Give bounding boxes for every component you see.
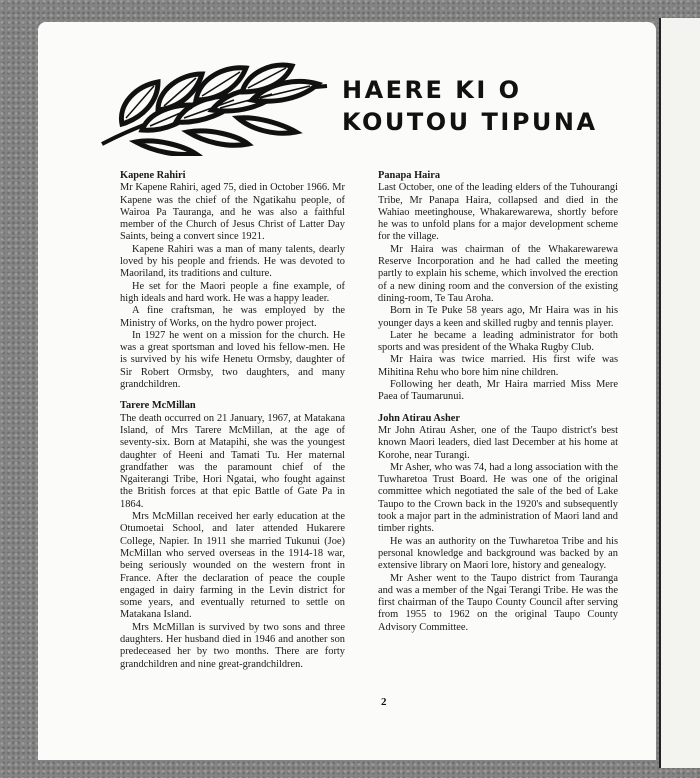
paragraph: Mr John Atirau Asher, one of the Taupo district's best known Maori leaders, died last December at his home at Korohe, near Turangi. [378,424,618,461]
paragraph: Last October, one of the leading elders of the Tuhourangi Tribe, Mr Panapa Haira, collapsed and died in the Wahiao meetinghouse, Whakarewarewa, shortly before he was to unfold plans for a major development scheme for the village. [378,182,618,243]
paragraph: Kapene Rahiri was a man of many talents, dearly loved by his people and friends. He was devoted to Maoriland, its traditions and culture. [120,243,345,280]
adjacent-page-edge [659,18,700,768]
paragraph: Mr Haira was twice married. His first wife was Mihitina Rehu who bore him nine children. [378,354,618,378]
paragraph: Mr Haira was chairman of the Whakarewarewa Reserve Incorporation and he had called the meeting partly to explain his scheme, which involved the erection of a new dining room and the conversion of the existing dining-room, Te Tau Aroha. [378,243,618,304]
obituary-heading: John Atirau Asher [378,412,460,424]
paragraph: He set for the Maori people a fine example, of high ideals and hard work. He was a happy leader. [120,280,345,304]
obituary-panapa-haira [378,170,618,404]
obituary-heading: Kapene Rahiri [120,170,186,181]
title-line-2: KOUTOU TIPUNA [342,108,598,136]
paragraph: Born in Te Puke 58 years ago, Mr Haira was in his younger days a keen and skilled rugby and tennis player. [378,305,618,329]
obituary-tarere-mcmillan [120,400,345,671]
paragraph: He was an authority on the Tuwharetoa Tribe and his personal knowledge and background was backed by an extensive library on Maori lore, history and genealogy. [378,535,618,572]
obituary-kapene-rahiri [120,170,345,391]
right-column [378,170,618,643]
obituary-heading: Tarere McMillan [120,400,196,412]
paragraph: Mr Kapene Rahiri, aged 75, died in October 1966. Mr Kapene was the chief of the Ngatikahu people, of Wairoa Pa Tauranga, and he was also a faithful member of the Church of Jesus Christ of Latter Day Saints, being a convert since 1921. [120,182,345,243]
paragraph: Mrs McMillan is survived by two sons and three daughters. Her husband died in 1946 and another son predeceased her by two months. There are forty grandchildren and nine great-grandchildren. [120,621,345,670]
paragraph: Following her death, Mr Haira married Miss Mere Paea of Taumarunui. [378,379,618,403]
obituary-john-atirau-asher [378,413,618,634]
paragraph: The death occurred on 21 January, 1967, at Matakana Island, of Mrs Tarere McMillan, at the age of seventy-six. Born at Matapihi, she was the youngest daughter of Heeni and Tamati Tu. Her maternal grandfather was the paramount chief of the Ngaiterangi Tribe, Hori Ngatai, who fought against the British forces at that epic Battle of Gate Pa in 1864. [120,412,345,510]
paragraph: Mr Asher went to the Taupo district from Tauranga and was a member of the Ngai Terangi Tribe. He was the first chairman of the Taupo County Council after serving from 1955 to 1962 on the original Taupo County Advisory Committee. [378,572,618,633]
page-number: 2 [381,696,387,708]
paragraph: Mr Asher, who was 74, had a long association with the Tuwharetoa Trust Board. He was one of the original committee which negotiated the sale of the bed of Lake Taupo to the Crown back in the 1920's and subsequently took a major part in the administration of Maori land and timber rights. [378,461,618,535]
paragraph: Mrs McMillan received her early education at the Otumoetai School, and later attended Hukarere College, Napier. In 1911 she married Tukunui (Joe) McMillan who served overseas in the 1914-18 war, being seriously wounded on the western front in France. After the declaration of peace the couple engaged in dairy farming in the Levin district for some years, and eventually returned to settle on Matakana Island. [120,511,345,621]
title-line-1: HAERE KI O [342,76,522,104]
paragraph: Later he became a leading administrator for both sports and was president of the Whaka Rugby Club. [378,329,618,354]
paragraph: In 1927 he went on a mission for the church. He was a great sportsman and loved his fellow-men. He is survived by his wife Henetu Ormsby, daughter of Sir Robert Ormsby, two daughters, and many grandchildren. [120,329,345,391]
left-column [120,170,345,680]
paragraph: A fine craftsman, he was employed by the Ministry of Works, on the hydro power project. [120,305,345,329]
page-title [342,74,632,138]
leaf-spray-icon [92,46,332,156]
obituary-heading: Panapa Haira [378,170,441,181]
